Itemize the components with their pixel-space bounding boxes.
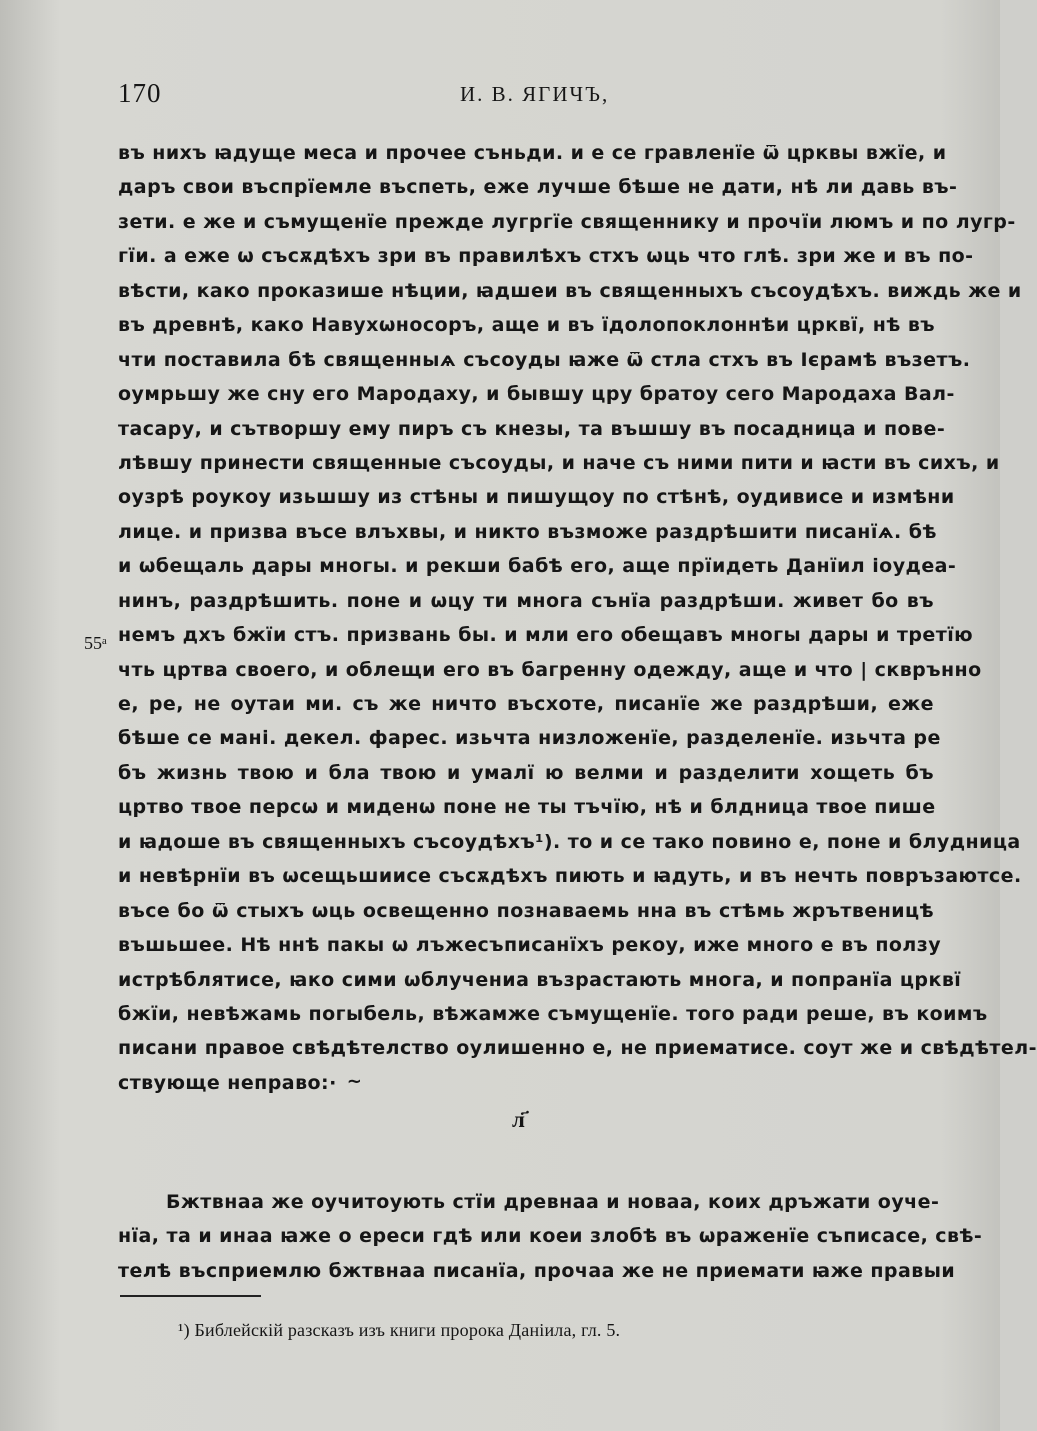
footnote-text: Библейскій разсказъ изъ книги пророка Даніила, гл. 5. [194, 1320, 621, 1340]
text-line: въсе бо ѿ стыхъ ѡць освещенно познаваемь нна въ стѣмь жрътвеницѣ [118, 899, 934, 922]
text-line-final [118, 1066, 934, 1100]
text-line: бѣше се мані. декел. фарес. изьчта низложенїе, разделенїе. изьчта ре [118, 727, 941, 750]
section-line: Бжтвнаа же оучитоують стїи древнаа и новаа, коих дръжати оуче- [166, 1191, 940, 1213]
text-line: оумрьшу же сну его Мародаху, и бывшу цру братоу сего Мародаха Вал- [118, 383, 955, 406]
margin-folio-note: 55ᵃ [84, 633, 107, 653]
text-line: чть цртва своего, и облещи его въ багренну одежду, аще и что | скврънно [118, 658, 982, 681]
section-number: л҃ [512, 1106, 525, 1133]
text-line: оузрѣ роукоу изьшшу из стѣны и пишущоу по стѣнѣ, оудивисе и измѣни [118, 486, 955, 509]
section-line: телѣ въсприемлю бжтвнаа писанїа, прочаа же не приемати ꙗже правыи [118, 1259, 956, 1282]
running-head [118, 78, 933, 112]
text-line: немъ дхъ бжїи стъ. призвань бы. и мли его обещавъ многы дары и третїю [118, 624, 974, 647]
text-line: писани правое свѣдѣтелство оулишенно е, не приематисе. соут же и свѣдѣтел- [118, 1037, 1037, 1060]
running-title: И. В. ЯГИЧЪ, [460, 82, 610, 106]
text-line: вѣсти, како проказише нѣции, ꙗдшеи въ священныхъ съсоудѣхъ. виждь же и [118, 279, 1022, 302]
text-line: истрѣблятисе, ꙗко сими ѡблучениа възрастають многа, и попранїа црквї [118, 968, 962, 991]
footnote-marker: ¹) [178, 1320, 190, 1340]
text-line: е, ре, не оутаи ми. съ же ничто въсхоте, писанїе же раздрѣши, еже [118, 693, 934, 715]
footnote [178, 1320, 620, 1341]
main-text [118, 136, 1037, 1100]
text-line: въшьшее. Нѣ ннѣ пакы ѡ лъжесъписанїхъ рекоу, иже много е въ ползу [118, 934, 942, 957]
text-line: въ древнѣ, како Навухѡносоръ, аще и въ їдолопоклоннѣи црквї, нѣ въ [118, 314, 936, 337]
text-line: лѣвшу принести священные съсоуды, и наче съ ними пити и ꙗсти въ сихъ, и [118, 451, 1000, 474]
tilde-ornament-icon: ∼ [346, 1070, 363, 1092]
text-line: бъ жизнь твою и бла твою и умалї ю велми и разделити хощеть бъ [118, 761, 934, 784]
text-line: въ нихъ ꙗдуще меса и прочее съньди. и е се гравленїе ѿ црквы вжїе, и [118, 142, 947, 164]
text-line: и ѡбещаль дары многы. и рекши бабѣ его, аще прїидеть Данїил іоудеа- [118, 555, 957, 578]
text-line: цртво твое персѡ и миденѡ поне не ты тъчїю, нѣ и блдница твое пише [118, 796, 936, 819]
final-line-text: ствующе неправо:· [118, 1071, 337, 1094]
text-line: даръ свои въспрїемле въспеть, еже лучше бѣше не дати, нѣ ли давь въ- [118, 176, 958, 199]
text-line: и невѣрнїи въ ѡсещьшиисе съсѫдѣхъ пиють и ꙗдуть, и въ нечть повръзаютсе. [118, 865, 1022, 888]
text-line: гїи. а еже ѡ съсѫдѣхъ зри въ правилѣхъ стхъ ѡць что глѣ. зри же и въ по- [118, 245, 974, 268]
section-line: нїа, та и инаа ꙗже о ереси гдѣ или коеи злобѣ въ ѡраженїе съписасе, свѣ- [118, 1225, 983, 1248]
text-line: нинъ, раздрѣшить. поне и ѡцу ти многа сънїа раздрѣши. живет бо въ [118, 589, 934, 612]
text-line: лице. и призва въсе влъхвы, и никто възможе раздрѣшити писанїѧ. бѣ [118, 520, 937, 543]
text-line: и ꙗдоше въ священныхъ съсоудѣхъ¹). то и се тако повино е, поне и блудница [118, 830, 1021, 853]
text-line: зети. е же и съмущенїе прежде лугргїе священнику и прочїи люмъ и по лугр- [118, 210, 1016, 233]
text-line: чти поставила бѣ священныѧ съсоуды ꙗже ѿ стла стхъ въ Ієрамѣ възетъ. [118, 348, 971, 371]
text-line: бжїи, невѣжамь погыбель, вѣжамже съмущенїе. того ради реше, въ коимъ [118, 1002, 988, 1025]
section-text [118, 1184, 983, 1287]
page-number: 170 [118, 78, 162, 108]
footnote-divider [120, 1295, 261, 1297]
text-line: тасару, и сътворшу ему пиръ съ кнезы, та въшшу въ посадница и пове- [118, 417, 946, 440]
